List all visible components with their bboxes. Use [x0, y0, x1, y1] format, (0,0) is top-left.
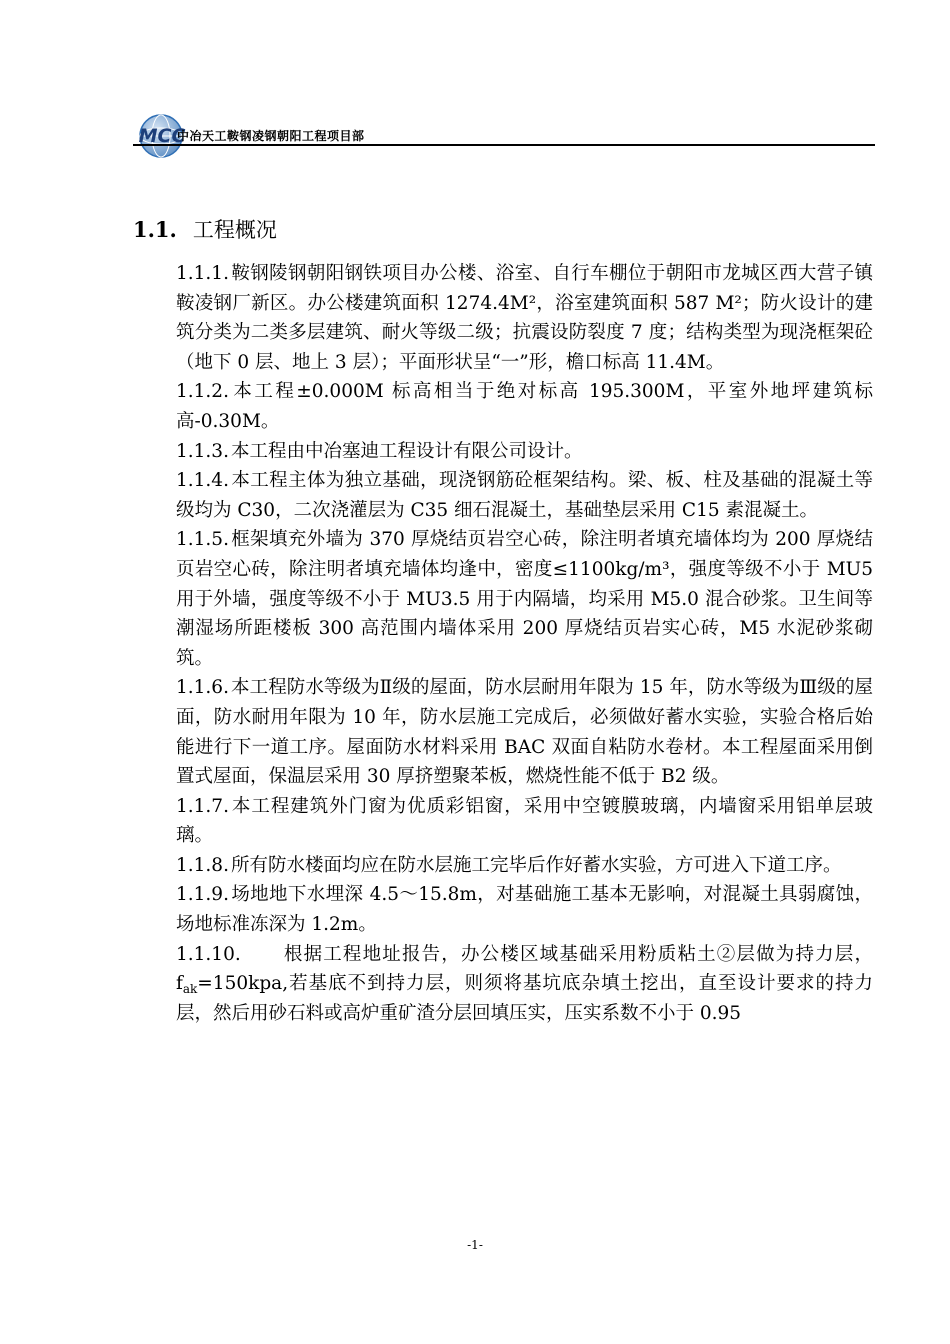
paragraph-number: 1.1.4.: [176, 470, 229, 492]
page-number: -1-: [467, 1238, 483, 1252]
section-heading: [133, 214, 277, 244]
page-header: [133, 112, 875, 158]
document-body: [176, 259, 873, 1028]
paragraph-text-after: =150kpa,若基底不到持力层，则须将基坑底杂填土挖出，直至设计要求的持力层，然后用砂石料或高炉重矿渣分层回填压实，压实系数不小于 0.95: [176, 973, 873, 1024]
paragraph-1-1-7: [176, 792, 873, 851]
paragraph-text: 本工程防水等级为Ⅱ级的屋面，防水层耐用年限为 15 年，防水等级为Ⅲ级的屋面，防水耐用年限为 10 年，防水层施工完成后，必须做好蓄水实验，实验合格后始能进行下一道工序。屋面防水材料采用 BAC 双面自粘防水卷材。本工程屋面采用倒置式屋面，保温层采用 30 厚挤塑聚苯板，燃烧性能不低于 B2 级。: [176, 677, 873, 788]
paragraph-1-1-1: [176, 259, 873, 377]
paragraph-1-1-3: [176, 437, 873, 467]
paragraph-1-1-8: [176, 851, 873, 881]
paragraph-text: 所有防水楼面均应在防水层施工完毕后作好蓄水实验，方可进入下道工序。: [230, 854, 842, 876]
paragraph-number: 1.1.2.: [176, 381, 229, 403]
paragraph-number: 1.1.6.: [176, 677, 229, 699]
paragraph-number: 1.1.9.: [176, 884, 229, 906]
paragraph-number: 1.1.5.: [176, 529, 229, 551]
section-title: 工程概况: [192, 218, 277, 242]
paragraph-1-1-10: [176, 940, 873, 1029]
section-number: 1.1.: [133, 217, 177, 242]
paragraph-text: 场地地下水埋深 4.5～15.8m，对基础施工基本无影响，对混凝土具弱腐蚀，场地标准冻深为 1.2m。: [176, 884, 873, 936]
header-rule: [133, 144, 875, 146]
paragraph-1-1-6: [176, 673, 873, 791]
paragraph-number: 1.1.7.: [176, 795, 229, 817]
paragraph-text: 本工程由中冶塞迪工程设计有限公司设计。: [230, 440, 583, 462]
paragraph-text: 鞍钢陵钢朝阳钢铁项目办公楼、浴室、自行车棚位于朝阳市龙城区西大营子镇鞍凌钢厂新区。办公楼建筑面积 1274.4M²，浴室建筑面积 587 M²；防火设计的建筑分类为二类多层建筑、耐火等级二级；抗震设防裂度 7 度；结构类型为现浇框架砼（地下 0 层、地上 3 层）；平面形状呈“一”形，檐口标高 11.4M。: [176, 263, 873, 373]
paragraph-1-1-2: [176, 377, 873, 436]
paragraph-text: 本工程主体为独立基础，现浇钢筋砼框架结构。梁、板、柱及基础的混凝土等级均为 C30，二次浇灌层为 C35 细石混凝土，基础垫层采用 C15 素混凝土。: [176, 470, 873, 521]
paragraph-number: 1.1.10.: [176, 943, 241, 965]
paragraph-text: 框架填充外墙为 370 厚烧结页岩空心砖，除注明者填充墙体均为 200 厚烧结页岩空心砖，除注明者填充墙体均逢中，密度≤1100kg/m³，强度等级不小于 MU5 用于外墙，强度等级不小于 MU3.5 用于内隔墙，均采用 M5.0 混合砂浆。卫生间等潮湿场所距楼板 300 高范围内墙体采用 200 厚烧结页岩实心砖，M5 水泥砂浆砌筑。: [176, 529, 873, 669]
paragraph-1-1-5: [176, 525, 873, 673]
paragraph-1-1-9: [176, 880, 873, 939]
paragraph-text-before: 根据工程地址报告，办公楼区域基础采用粉质粘土②层做为持力层，f: [176, 943, 873, 995]
paragraph-text: 本工程建筑外门窗为优质彩铝窗，采用中空镀膜玻璃，内墙窗采用铝单层玻璃。: [176, 795, 873, 847]
paragraph-number: 1.1.8.: [176, 854, 229, 876]
header-title: 中冶天工鞍钢凌钢朝阳工程项目部: [177, 129, 365, 143]
paragraph-1-1-4: [176, 466, 873, 525]
subscript-ak: ak: [182, 982, 198, 997]
paragraph-text: 本工程±0.000M 标高相当于绝对标高 195.300M，平室外地坪建筑标高-0.30M。: [176, 381, 873, 432]
paragraph-number: 1.1.3.: [176, 440, 229, 462]
paragraph-number: 1.1.1.: [176, 263, 229, 284]
logo-text: MCC: [138, 125, 186, 147]
